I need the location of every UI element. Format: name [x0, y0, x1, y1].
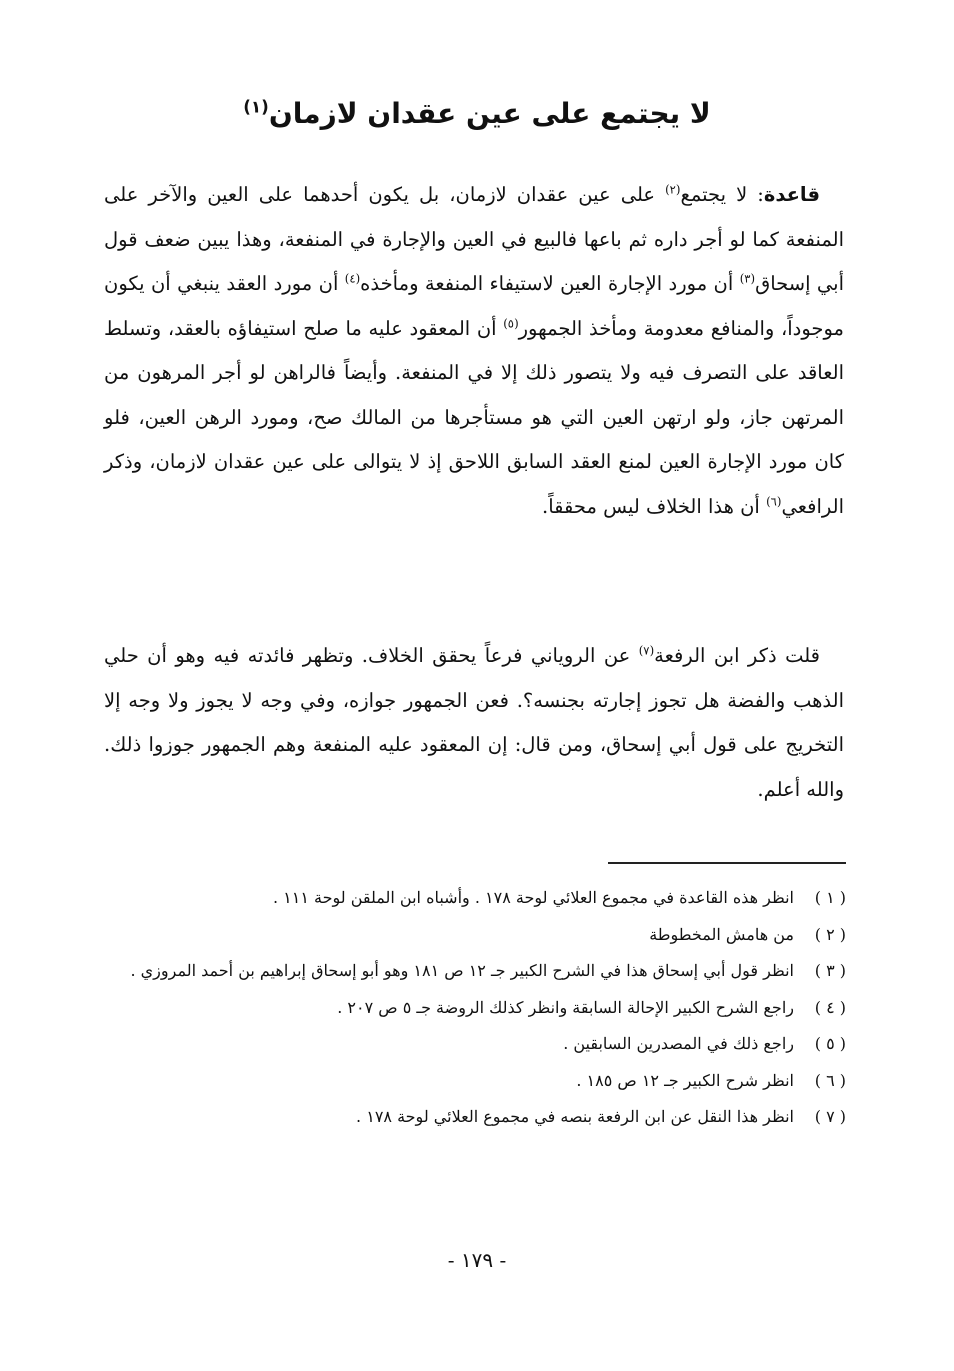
footnote-item — [100, 990, 846, 1027]
page-title — [100, 92, 854, 136]
footnote-ref: (٣) — [739, 271, 756, 286]
footnote-ref: (٢) — [665, 182, 681, 197]
footnote-ref: (٤) — [344, 271, 361, 286]
paragraph-text: : لا يجتمع — [680, 183, 764, 206]
footnote-item — [100, 953, 846, 990]
footnote-item — [100, 1063, 846, 1100]
footnote-text: انظر قول أبي إسحاق هذا في الشرح الكبير جـ ١٢ ص ١٨١ وهو أبو إسحاق إبراهيم بن أحمد المروزي . — [130, 961, 794, 980]
title-footnote-ref: (١) — [243, 96, 269, 117]
footnote-item — [100, 917, 846, 954]
footnote-ref: (٥) — [503, 316, 519, 330]
paragraph-text: عن الروياني فرعاً يحقق الخلاف. وتظهر فائدته فيه وهو أن حلي الذهب والفضة هل تجوز إجارته بجنسه؟. فعن الجمهور جوازه، وفي وجه لا يجوز ولا وجه إلا التخريج على قول أبي إسحاق، ومن قال: إن المعقود عليه المنفعة وهم الجمهور جوزوا ذلك. والله أعلم. — [104, 644, 844, 801]
footnote-separator — [608, 862, 846, 864]
footnote-number: ( ٦ ) — [814, 1070, 846, 1090]
footnote-text: انظر شرح الكبير جـ ١٢ ص ١٨٥ . — [576, 1070, 794, 1090]
rule-label: قاعدة — [763, 183, 820, 206]
paragraph-text: أن المعقود عليه ما صلح استيفاؤه بالعقد، وتسلط العاقد على التصرف فيه ولا يتصور ذلك إلا في المنفعة. وأيضاً فالراهن لو أجر المرهون من المرتهن جاز، ولو ارتهن العين التي هو مستأجرها من المالك صح، ومورد الرهن العين، فلو كان مورد الإجارة العين لمنع العقد السابق اللاحق إذ لا يتوالى على عين عقدان لازمان، وذكر الرافعي — [104, 316, 844, 518]
footnote-text: راجع ذلك في المصدرين السابقين . — [563, 1034, 794, 1053]
footnote-number: ( ٧ ) — [814, 1107, 846, 1126]
footnote-item — [100, 1026, 846, 1063]
title-text: لا يجتمع على عين عقدان لازمان — [268, 97, 711, 130]
footnote-item — [100, 1099, 846, 1136]
footnote-number: ( ١ ) — [814, 888, 846, 907]
footnote-text: انظر هذه القاعدة في مجموع العلائي لوحة ١٧٨ . وأشباه ابن الملقن لوحة ١١١ . — [272, 888, 794, 907]
paragraph-text: قلت ذكر ابن الرفعة — [654, 644, 820, 667]
paragraph-text: على عين عقدان لازمان، بل يكون أحدهما على العين والآخر على المنفعة كما لو أجر داره ثم باعها فالبيع في العين والإجارة في المنفعة، وهذا يبين ضعف قول أبي إسحاق — [104, 183, 844, 295]
paragraph-text: أن مورد الإجارة العين لاستيفاء المنفعة ومأخذه — [360, 272, 740, 295]
footnote-ref: (٦) — [766, 494, 782, 508]
footnote-text: انظر هذا النقل عن ابن الرفعة بنصه في مجموع العلائي لوحة ١٧٨ . — [356, 1107, 794, 1126]
paragraph-text: أن هذا الخلاف ليس محققاً. — [542, 494, 767, 518]
footnote-text: راجع الشرح الكبير الإحالة السابقة وانظر كذلك الروضة جـ ٥ ص ٢٠٧ . — [337, 997, 794, 1017]
footnote-number: ( ٥ ) — [814, 1034, 846, 1053]
footnote-number: ( ٣ ) — [814, 961, 846, 980]
paragraph-comment — [104, 634, 844, 812]
footnote-text: من هامش المخطوطة — [649, 924, 794, 944]
footnote-number: ( ٢ ) — [814, 924, 846, 944]
paragraph-rule — [104, 173, 844, 529]
paragraph-text: أن مورد العقد ينبغي أن يكون موجوداً، والمنافع معدومة ومأخذ الجمهور — [104, 272, 844, 340]
footnote-item — [100, 880, 846, 917]
footnote-ref: (٧) — [638, 643, 655, 658]
footnotes-list — [100, 880, 846, 1136]
footnote-number: ( ٤ ) — [814, 997, 846, 1017]
page-number: - ١٧٩ - — [447, 1248, 507, 1272]
